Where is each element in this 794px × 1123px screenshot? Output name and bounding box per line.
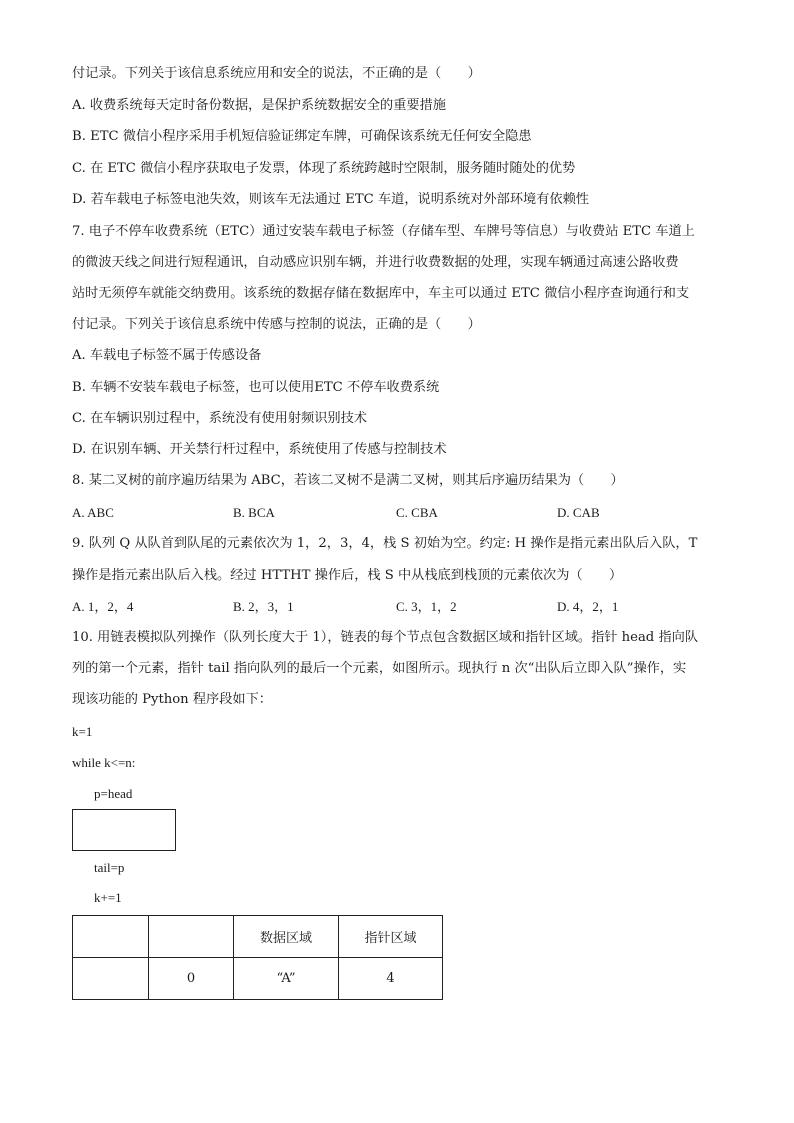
q8-option-a: A. ABC bbox=[72, 505, 114, 520]
q7-stem-line-3: 站时无须停车就能交纳费用。该系统的数据存储在数据库中，车主可以通过 ETC 微信小程序查询通行和支 bbox=[72, 286, 690, 301]
q9-stem-line-1: 9. 队列 Q 从队首到队尾的元素依次为 1，2，3，4，栈 S 初始为空。约定: H 操作是指元素出队后入队，T bbox=[72, 536, 698, 551]
table-cell-data-area-header: 数据区域 bbox=[234, 916, 339, 958]
q8-stem: 8. 某二叉树的前序遍历结果为 ABC，若该二叉树不是满二叉树，则其后序遍历结果为（ ） bbox=[72, 473, 624, 488]
code-line-while: while k<=n: bbox=[72, 755, 136, 770]
q7-stem-line-4: 付记录。下列关于该信息系统中传感与控制的说法，正确的是（ ） bbox=[72, 317, 481, 332]
q8-option-c: C. CBA bbox=[396, 505, 438, 520]
q9-option-c: C. 3，1，2 bbox=[396, 599, 457, 614]
code-blank-box bbox=[72, 809, 176, 851]
q8-option-b: B. BCA bbox=[233, 505, 275, 520]
q7-option-a: A. 车载电子标签不属于传感设备 bbox=[72, 348, 262, 363]
table-cell bbox=[73, 958, 149, 1000]
table-cell-index: 0 bbox=[149, 958, 234, 1000]
q9-stem-line-2: 操作是指元素出队后入栈。经过 HTTHT 操作后，栈 S 中从栈底到栈顶的元素依次为（ ） bbox=[72, 568, 623, 583]
q7-option-b: B. 车辆不安装车载电子标签，也可以使用ETC 不停车收费系统 bbox=[72, 380, 440, 395]
table-cell-pointer-area-header: 指针区域 bbox=[339, 916, 443, 958]
table-header-row bbox=[73, 916, 443, 958]
q8-option-d: D. CAB bbox=[557, 505, 600, 520]
code-line-increment: k+=1 bbox=[94, 890, 122, 905]
q6-option-c: C. 在 ETC 微信小程序获取电子发票，体现了系统跨越时空限制，服务随时随处的优势 bbox=[72, 161, 576, 176]
q7-option-d: D. 在识别车辆、开关禁行杆过程中，系统使用了传感与控制技术 bbox=[72, 442, 447, 457]
q10-stem-line-1: 10. 用链表模拟队列操作（队列长度大于 1），链表的每个节点包含数据区域和指针区域。指针 head 指向队 bbox=[72, 630, 699, 645]
table-cell bbox=[149, 916, 234, 958]
code-line-init: k=1 bbox=[72, 724, 93, 739]
q9-option-b: B. 2，3，1 bbox=[233, 599, 294, 614]
table-cell-pointer: 4 bbox=[339, 958, 443, 1000]
code-line-p-head: p=head bbox=[94, 786, 133, 801]
table-cell-data: “A” bbox=[234, 958, 339, 1000]
q7-option-c: C. 在车辆识别过程中，系统没有使用射频识别技术 bbox=[72, 411, 367, 426]
table-cell bbox=[73, 916, 149, 958]
linked-list-node-table bbox=[72, 915, 443, 1000]
q10-stem-line-2: 列的第一个元素，指针 tail 指向队列的最后一个元素，如图所示。现执行 n 次“出队后立即入队”操作，实 bbox=[72, 661, 687, 676]
q7-stem-line-1: 7. 电子不停车收费系统（ETC）通过安装车载电子标签（存储车型、车牌号等信息）与收费站 ETC 车道上 bbox=[72, 224, 695, 239]
q9-option-d: D. 4，2，1 bbox=[557, 599, 619, 614]
table-row bbox=[73, 958, 443, 1000]
code-line-tail-p: tail=p bbox=[94, 860, 125, 875]
q6-option-d: D. 若车载电子标签电池失效，则该车无法通过 ETC 车道，说明系统对外部环境有依赖性 bbox=[72, 192, 589, 207]
q6-option-a: A. 收费系统每天定时备份数据，是保护系统数据安全的重要措施 bbox=[72, 98, 446, 113]
q6-option-b: B. ETC 微信小程序采用手机短信验证绑定车牌，可确保该系统无任何安全隐患 bbox=[72, 129, 532, 144]
q9-option-a: A. 1，2，4 bbox=[72, 599, 134, 614]
q10-stem-line-3: 现该功能的 Python 程序段如下： bbox=[72, 692, 272, 707]
q7-stem-line-2: 的微波天线之间进行短程通讯，自动感应识别车辆，并进行收费数据的处理，实现车辆通过高速公路收费 bbox=[72, 255, 679, 270]
q6-stem-tail: 付记录。下列关于该信息系统应用和安全的说法，不正确的是（ ） bbox=[72, 66, 481, 81]
